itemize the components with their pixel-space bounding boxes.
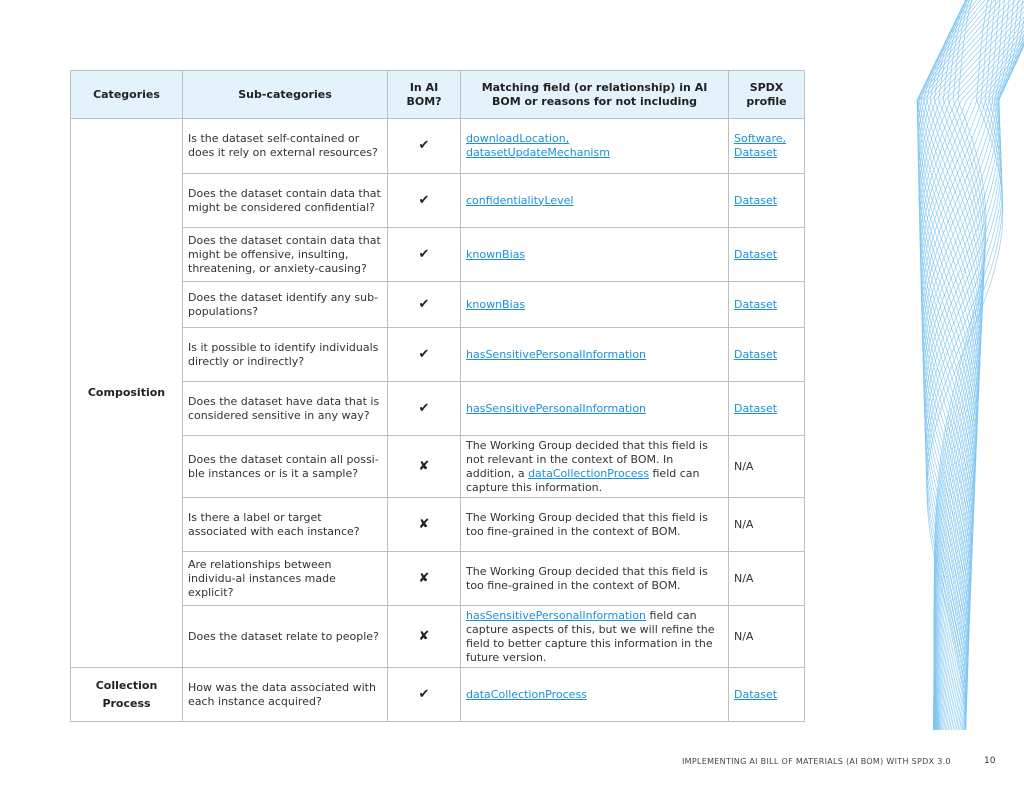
spdx-profile: N/A	[729, 498, 805, 552]
matching-field	[461, 382, 729, 436]
field-link[interactable]: confidentialityLevel	[466, 193, 574, 207]
field-reason: field can capture this information.	[466, 466, 700, 494]
spdx-profile	[729, 668, 805, 722]
header-sub-categories: Sub-categories	[183, 71, 388, 119]
matching-field	[461, 228, 729, 282]
wave-line	[918, 0, 1000, 730]
sub-category: Are relationships between individu-al instances made explicit?	[183, 552, 388, 606]
check-no-icon: ✘	[388, 436, 461, 498]
category-collection-process: Collection Process	[71, 668, 183, 722]
spdx-profile: N/A	[729, 606, 805, 668]
field-link[interactable]: dataCollectionProcess	[528, 466, 649, 480]
sub-category: Is the dataset self-contained or does it rely on external resources?	[183, 119, 388, 174]
spdx-profile	[729, 119, 805, 174]
matching-field	[461, 119, 729, 174]
field-reason: field can capture aspects of this, but we will refine the field to better capture this information in the future version.	[466, 608, 715, 664]
sub-category: Does the dataset contain all possi-ble instances or is it a sample?	[183, 436, 388, 498]
matching-field	[461, 668, 729, 722]
decorative-wave-art	[844, 0, 1024, 730]
check-no-icon: ✘	[388, 552, 461, 606]
table-row	[71, 668, 805, 722]
profile-link[interactable]: Dataset	[734, 401, 778, 415]
spdx-profile	[729, 282, 805, 328]
field-link[interactable]: dataCollectionProcess	[466, 687, 587, 701]
profile-link[interactable]: Software,	[734, 132, 786, 145]
category-composition: Composition	[71, 119, 183, 668]
header-spdx-profile: SPDX profile	[729, 71, 805, 119]
profile-link[interactable]: Dataset	[734, 347, 778, 361]
field-link[interactable]: hasSensitivePersonalInformation	[466, 401, 647, 415]
check-yes-icon: ✔	[388, 382, 461, 436]
field-link[interactable]: knownBias	[466, 297, 526, 311]
page-number: 10	[984, 756, 996, 766]
sub-category: Does the dataset relate to people?	[183, 606, 388, 668]
matching-field	[461, 436, 729, 498]
check-yes-icon: ✔	[388, 328, 461, 382]
check-no-icon: ✘	[388, 606, 461, 668]
sub-category: Does the dataset contain data that might be offensive, insulting, threatening, or anxiety-causing?	[183, 228, 388, 282]
field-link[interactable]: hasSensitivePersonalInformation	[466, 347, 647, 361]
field-reason: The Working Group decided that this field is not relevant in the context of BOM. In addition, a	[466, 438, 708, 480]
check-yes-icon: ✔	[388, 228, 461, 282]
field-link[interactable]: knownBias	[466, 247, 526, 261]
ai-bom-dataset-table	[70, 70, 805, 722]
field-link[interactable]: downloadLocation,	[466, 132, 570, 145]
wave-line	[934, 0, 984, 730]
profile-link[interactable]: Dataset	[734, 247, 778, 261]
header-matching-field: Matching field (or relationship) in AI BOM or reasons for not including	[461, 71, 729, 119]
check-yes-icon: ✔	[388, 668, 461, 722]
footer-title: IMPLEMENTING AI BILL OF MATERIALS (AI BOM) WITH SPDX 3.0	[682, 757, 951, 766]
spdx-profile	[729, 382, 805, 436]
sub-category: Does the dataset contain data that might be considered confidential?	[183, 174, 388, 228]
check-yes-icon: ✔	[388, 282, 461, 328]
table-header-row	[71, 71, 805, 119]
header-categories: Categories	[71, 71, 183, 119]
check-yes-icon: ✔	[388, 174, 461, 228]
field-link[interactable]: hasSensitivePersonalInformation	[466, 608, 647, 622]
spdx-profile	[729, 174, 805, 228]
matching-field	[461, 282, 729, 328]
profile-link[interactable]: Dataset	[734, 687, 778, 701]
field-link[interactable]: datasetUpdateMechanism	[466, 146, 610, 159]
sub-category: Does the dataset identify any sub-populations?	[183, 282, 388, 328]
field-reason: The Working Group decided that this field is too fine-grained in the context of BOM.	[461, 552, 729, 606]
profile-link[interactable]: Dataset	[734, 297, 778, 311]
matching-field	[461, 606, 729, 668]
sub-category: How was the data associated with each instance acquired?	[183, 668, 388, 722]
sub-category: Is it possible to identify individuals directly or indirectly?	[183, 328, 388, 382]
check-yes-icon: ✔	[388, 119, 461, 174]
spdx-profile: N/A	[729, 436, 805, 498]
matching-field	[461, 174, 729, 228]
table-row	[71, 119, 805, 174]
spdx-profile	[729, 228, 805, 282]
spdx-profile: N/A	[729, 552, 805, 606]
check-no-icon: ✘	[388, 498, 461, 552]
sub-category: Is there a label or target associated with each instance?	[183, 498, 388, 552]
spdx-profile	[729, 328, 805, 382]
field-reason: The Working Group decided that this field is too fine-grained in the context of BOM.	[461, 498, 729, 552]
header-in-ai-bom: In AI BOM?	[388, 71, 461, 119]
sub-category: Does the dataset have data that is considered sensitive in any way?	[183, 382, 388, 436]
matching-field	[461, 328, 729, 382]
profile-link[interactable]: Dataset	[734, 146, 778, 159]
profile-link[interactable]: Dataset	[734, 193, 778, 207]
wave-line	[918, 0, 981, 730]
